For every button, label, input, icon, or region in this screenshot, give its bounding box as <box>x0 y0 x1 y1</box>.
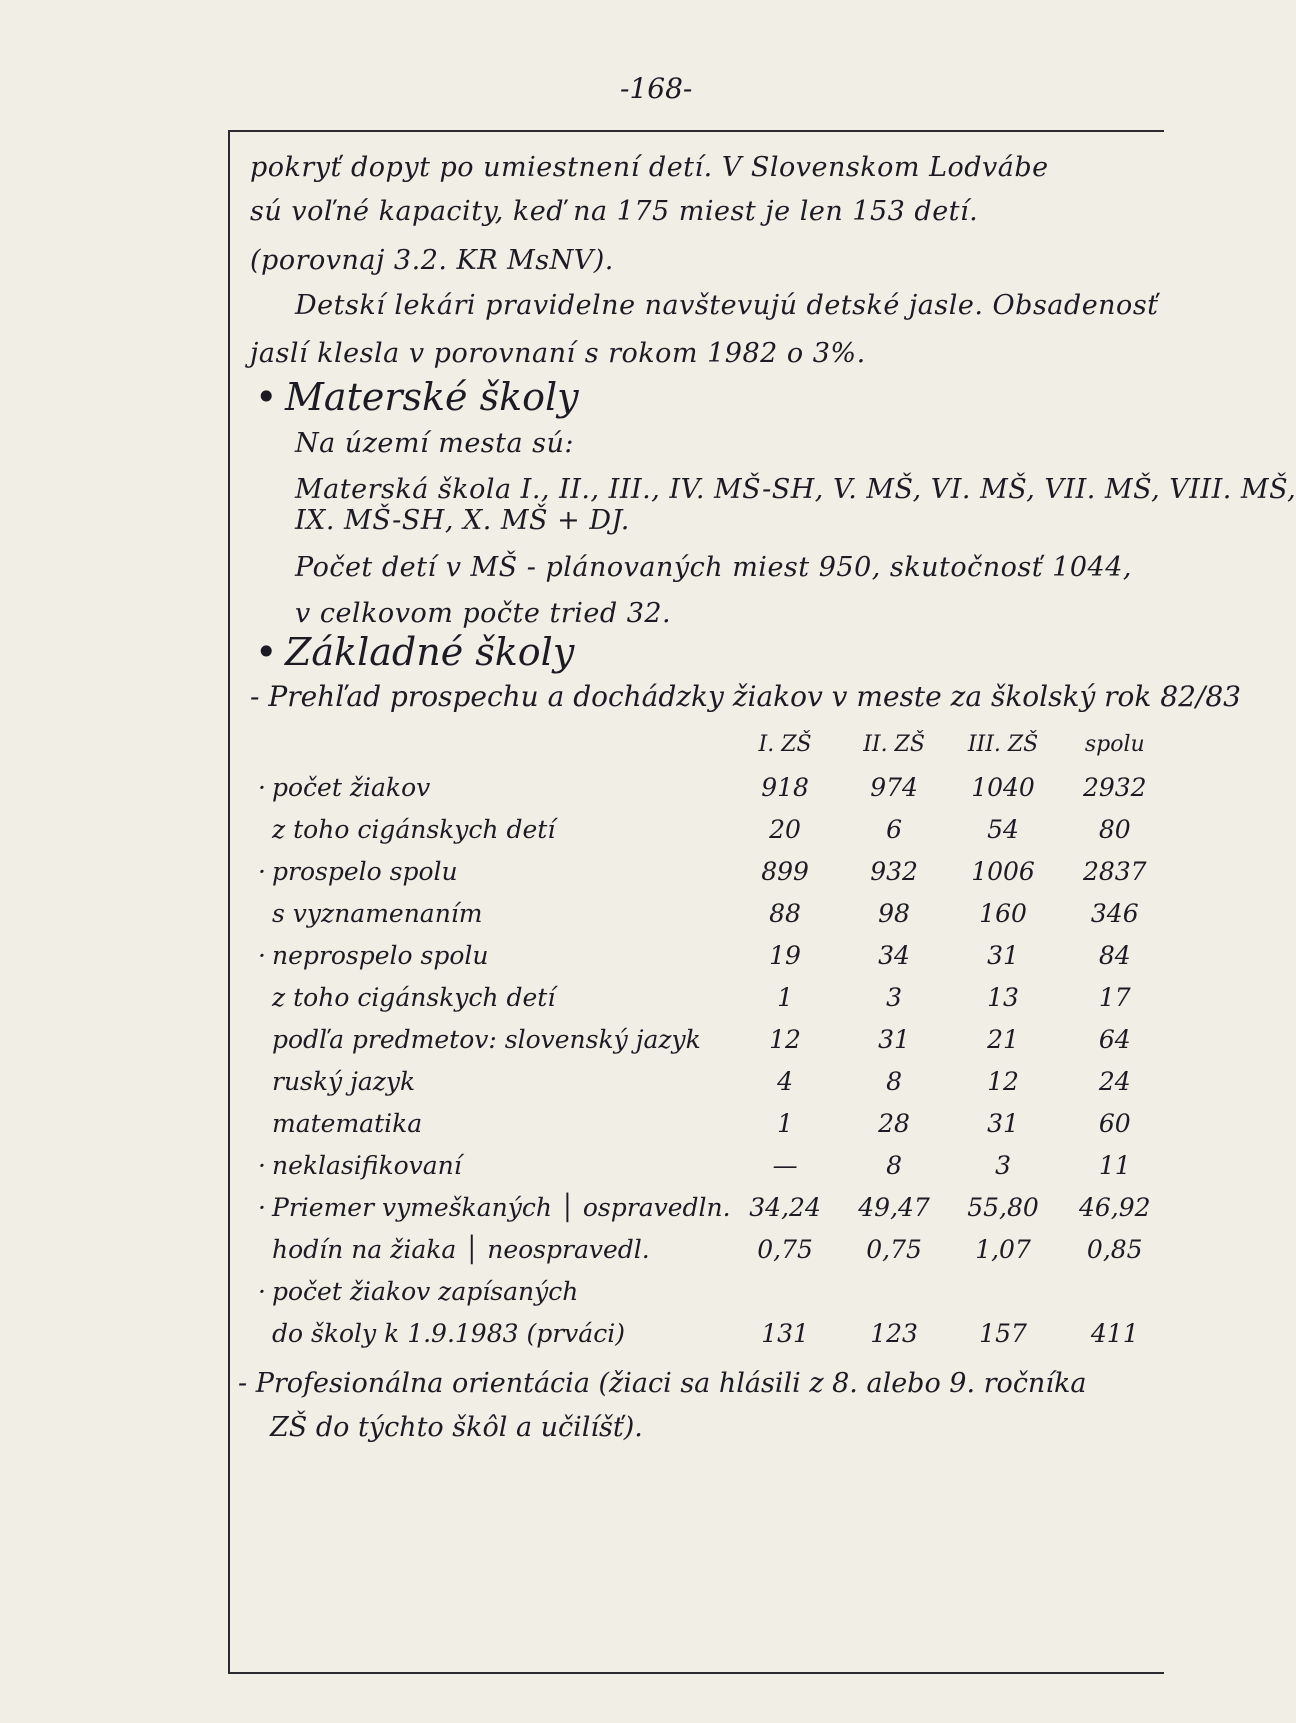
row-label-text: Priemer vymeškaných │ ospravedln. <box>272 1192 731 1222</box>
table-cell: 4 <box>777 1066 794 1096</box>
row-bullet: · <box>258 1276 266 1306</box>
ms-line: v celkovom počte tried 32. <box>295 598 672 629</box>
row-label <box>258 892 731 934</box>
bullet: • <box>255 630 278 674</box>
table-cell: 1006 <box>971 856 1035 886</box>
row-label <box>258 976 731 1018</box>
row-label-text: podľa predmetov: slovenský jazyk <box>272 1024 701 1054</box>
intro-line: sú voľné kapacity, keď na 175 miest je len 153 detí. <box>250 196 979 227</box>
closing-line: - Profesionálna orientácia (žiaci sa hlásili z 8. alebo 9. ročníka <box>238 1368 1087 1399</box>
table-cell: 31 <box>987 940 1019 970</box>
table-cell: 80 <box>1098 814 1131 844</box>
table-cell: 64 <box>1098 1024 1131 1054</box>
row-label-text: počet žiakov <box>272 772 431 802</box>
row-label <box>258 1186 731 1228</box>
table-cell: 6 <box>886 814 902 844</box>
table-cell: 34,24 <box>749 1192 821 1222</box>
table-cell: 11 <box>1098 1150 1131 1180</box>
table-cell: 8 <box>886 1150 902 1180</box>
intro-line: Detskí lekári pravidelne navštevujú detské jasle. Obsadenosť <box>295 290 1159 321</box>
table-cell: 60 <box>1098 1108 1131 1138</box>
table-cell: — <box>772 1150 798 1180</box>
ms-line: IX. MŠ-SH, X. MŠ + DJ. <box>295 505 630 536</box>
table-cell: 12 <box>987 1066 1019 1096</box>
section-heading-materske <box>255 375 579 419</box>
table-cell: 918 <box>761 772 809 802</box>
table-cell: 49,47 <box>858 1192 930 1222</box>
zs-subheading: - Prehľad prospechu a dochádzky žiakov v meste za školský rok 82/83 <box>250 680 1241 713</box>
table-cell: 8 <box>886 1066 902 1096</box>
table-row <box>258 934 1172 976</box>
table-cell: 346 <box>1090 898 1139 928</box>
table-row <box>258 976 1172 1018</box>
heading-text: Základné školy <box>285 630 575 674</box>
table-cell: 1,07 <box>975 1234 1031 1264</box>
table-cell: 3 <box>886 982 902 1012</box>
table-cell: 0,75 <box>866 1234 922 1264</box>
table-cell: 84 <box>1098 940 1131 970</box>
table-cell: 131 <box>761 1318 809 1348</box>
table-cell: 411 <box>1090 1318 1139 1348</box>
row-label <box>258 1270 731 1312</box>
row-label <box>258 1144 731 1186</box>
table-cell: 19 <box>769 940 801 970</box>
table-cell: 0,75 <box>757 1234 813 1264</box>
table-row <box>258 1312 1172 1354</box>
row-bullet: · <box>258 1150 266 1180</box>
table-row <box>258 808 1172 850</box>
table-cell: 12 <box>769 1024 801 1054</box>
row-label-text: neklasifikovaní <box>272 1150 462 1180</box>
row-label <box>258 1018 731 1060</box>
table-cell: 123 <box>870 1318 918 1348</box>
col-header: spolu <box>1084 731 1145 757</box>
table-row <box>258 766 1172 808</box>
table-cell: 98 <box>878 898 910 928</box>
table-row <box>258 1102 1172 1144</box>
row-bullet: · <box>258 940 266 970</box>
table-cell: 1040 <box>971 772 1035 802</box>
col-header: III. ZŠ <box>967 731 1039 757</box>
row-label <box>258 766 731 808</box>
table-row <box>258 1270 1172 1312</box>
row-label-text: hodín na žiaka │ neospravedl. <box>272 1234 650 1264</box>
row-label <box>258 1102 731 1144</box>
table-cell: 1 <box>777 1108 794 1138</box>
ms-line: Materská škola I., II., III., IV. MŠ-SH, V. MŠ, VI. MŠ, VII. MŠ, VIII. MŠ, <box>295 474 1296 505</box>
table-row <box>258 1060 1172 1102</box>
table-cell: 34 <box>878 940 910 970</box>
section-heading-zakladne <box>255 630 574 674</box>
row-bullet: · <box>258 1192 266 1222</box>
row-label <box>258 808 731 850</box>
row-label <box>258 1060 731 1102</box>
table-cell: 31 <box>987 1108 1019 1138</box>
intro-line: pokryť dopyt po umiestnení detí. V Slovenskom Lodvábe <box>250 152 1049 183</box>
row-label-text: počet žiakov zapísaných <box>272 1276 579 1306</box>
ms-line: Na území mesta sú: <box>295 428 575 459</box>
intro-line: (porovnaj 3.2. KR MsNV). <box>250 245 614 276</box>
table-cell <box>949 1270 1058 1312</box>
col-header-label <box>258 722 731 766</box>
row-label-text: ruský jazyk <box>272 1066 416 1096</box>
row-label <box>258 850 731 892</box>
closing-line: ZŠ do týchto škôl a učilíšť). <box>270 1412 643 1443</box>
heading-text: Materské školy <box>285 375 579 419</box>
ms-line: Počet detí v MŠ - plánovaných miest 950, skutočnosť 1044, <box>295 552 1132 583</box>
table-cell: 20 <box>769 814 801 844</box>
table-cell: 28 <box>878 1108 910 1138</box>
table-cell: 160 <box>979 898 1027 928</box>
row-bullet: · <box>258 772 266 802</box>
table-cell: 2837 <box>1082 856 1147 886</box>
row-label-text: s vyznamenaním <box>272 898 483 928</box>
col-header: II. ZŠ <box>863 731 925 757</box>
table-cell: 46,92 <box>1078 1192 1151 1222</box>
table-cell: 974 <box>870 772 918 802</box>
table-cell: 88 <box>769 898 801 928</box>
table-cell <box>840 1270 949 1312</box>
table-header-row <box>258 722 1172 766</box>
school-stats-table <box>258 722 1172 1354</box>
bullet: • <box>255 375 278 419</box>
table-cell: 3 <box>995 1150 1011 1180</box>
table-cell: 54 <box>987 814 1019 844</box>
table-cell: 55,80 <box>967 1192 1039 1222</box>
table-cell: 2932 <box>1082 772 1147 802</box>
table-cell: 21 <box>987 1024 1019 1054</box>
row-bullet: · <box>258 856 266 886</box>
table-cell: 932 <box>870 856 918 886</box>
table-cell: 24 <box>1098 1066 1131 1096</box>
table-row <box>258 1018 1172 1060</box>
table-row <box>258 1186 1172 1228</box>
table-cell: 31 <box>878 1024 910 1054</box>
row-label <box>258 1228 731 1270</box>
row-label-text: neprospelo spolu <box>272 940 489 970</box>
row-label-text: do školy k 1.9.1983 (prváci) <box>272 1318 625 1348</box>
table-cell: 0,85 <box>1086 1234 1143 1264</box>
table-row <box>258 1228 1172 1270</box>
table-cell: 157 <box>979 1318 1027 1348</box>
row-label-text: prospelo spolu <box>272 856 458 886</box>
col-header: I. ZŠ <box>758 731 812 757</box>
table-row <box>258 850 1172 892</box>
table-cell: 899 <box>761 856 809 886</box>
table-cell <box>731 1270 840 1312</box>
row-label <box>258 934 731 976</box>
row-label-text: z toho cigánskych detí <box>272 982 556 1012</box>
table-row <box>258 892 1172 934</box>
table-cell <box>1058 1270 1172 1312</box>
row-label <box>258 1312 731 1354</box>
table-row <box>258 1144 1172 1186</box>
row-label-text: z toho cigánskych detí <box>272 814 556 844</box>
page-number: -168- <box>620 72 693 105</box>
intro-line: jaslí klesla v porovnaní s rokom 1982 o 3%. <box>250 338 866 369</box>
row-label-text: matematika <box>272 1108 423 1138</box>
table-cell: 17 <box>1098 982 1131 1012</box>
table-cell: 13 <box>987 982 1019 1012</box>
table-cell: 1 <box>777 982 794 1012</box>
